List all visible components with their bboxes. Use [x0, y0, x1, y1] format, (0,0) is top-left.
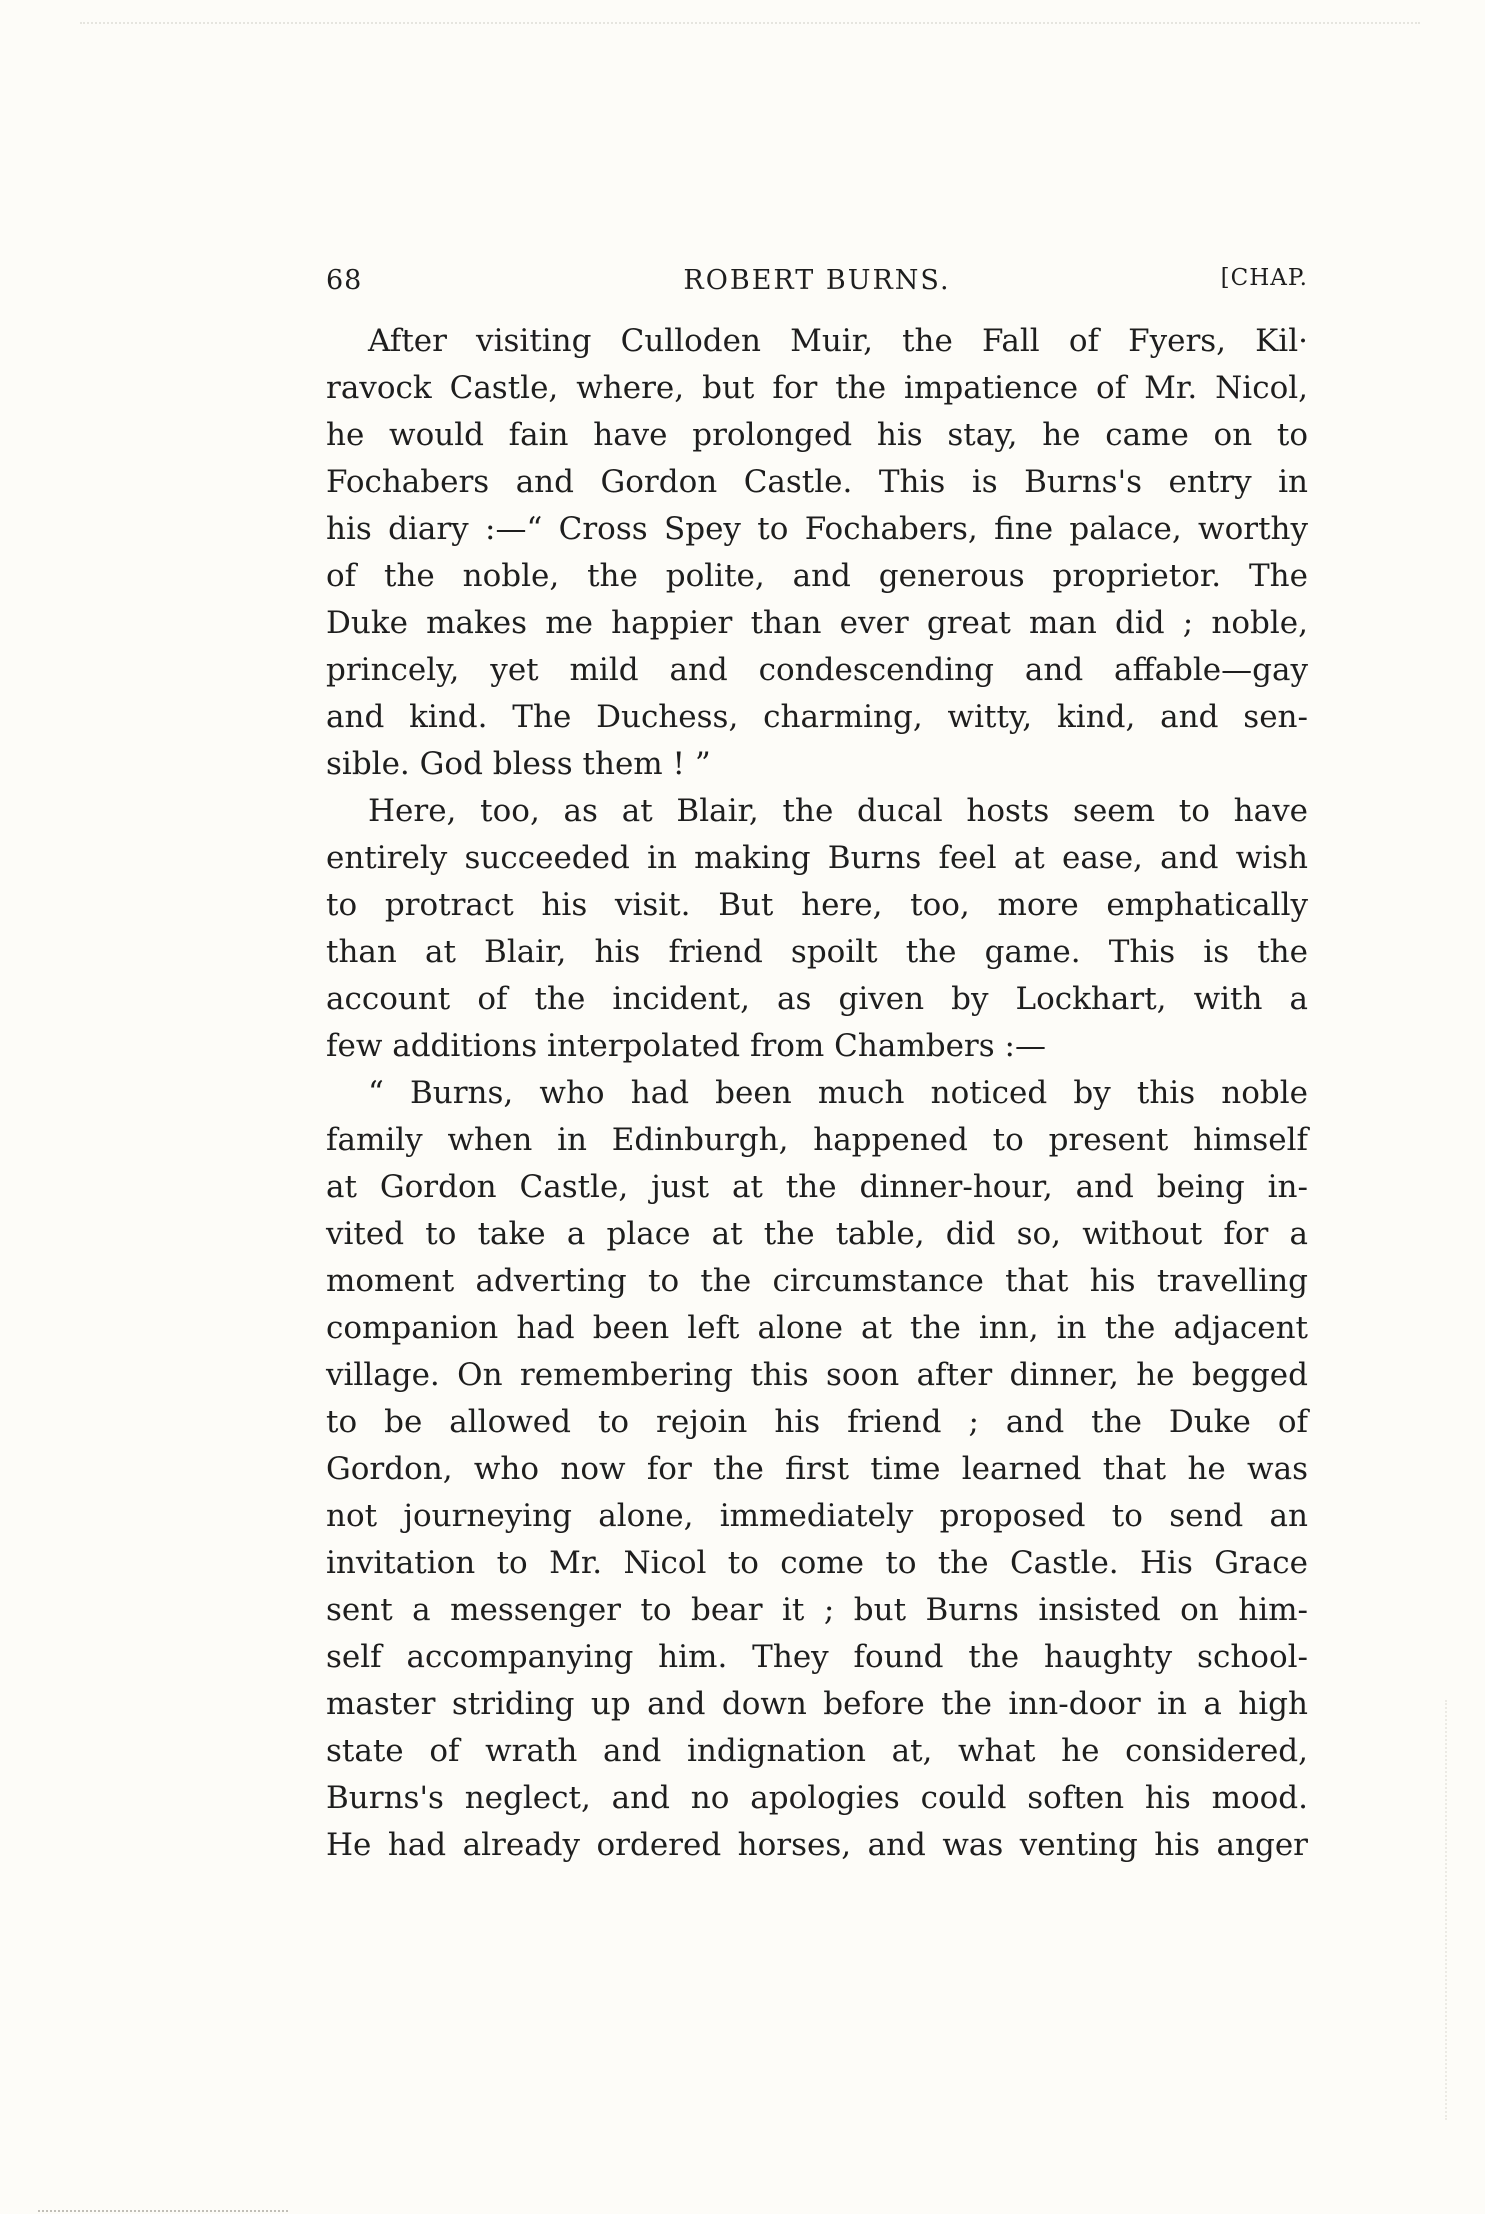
- text-line: invitation to Mr. Nicol to come to the Castle. His Grace: [326, 1545, 1308, 1581]
- text-line: vited to take a place at the table, did so, without for a: [326, 1216, 1308, 1252]
- text-line: Burns's neglect, and no apologies could soften his mood.: [326, 1780, 1308, 1816]
- text-line: After visiting Culloden Muir, the Fall of Fyers, Kil·: [368, 323, 1308, 359]
- text-line: state of wrath and indignation at, what he considered,: [326, 1733, 1308, 1769]
- text-line: self accompanying him. They found the haughty school-: [326, 1639, 1308, 1675]
- text-line: He had already ordered horses, and was venting his anger: [326, 1827, 1308, 1863]
- text-line: Here, too, as at Blair, the ducal hosts seem to have: [368, 793, 1308, 829]
- text-line: family when in Edinburgh, happened to present himself: [326, 1122, 1308, 1158]
- text-line: princely, yet mild and condescending and affable—gay: [326, 652, 1308, 688]
- text-line: he would fain have prolonged his stay, he came on to: [326, 417, 1308, 453]
- text-line: to be allowed to rejoin his friend ; and the Duke of: [326, 1404, 1308, 1440]
- text-line: to protract his visit. But here, too, more emphatically: [326, 887, 1308, 923]
- chapter-mark: [CHAP.: [1220, 265, 1308, 291]
- text-line: Fochabers and Gordon Castle. This is Burns's entry in: [326, 464, 1308, 500]
- text-line: his diary :—“ Cross Spey to Fochabers, fine palace, worthy: [326, 511, 1308, 547]
- scan-noise-right: [1445, 1700, 1447, 2120]
- running-header: [326, 265, 1308, 305]
- text-line: than at Blair, his friend spoilt the game. This is the: [326, 934, 1308, 970]
- text-line: Gordon, who now for the first time learned that he was: [326, 1451, 1308, 1487]
- scan-noise-bottom: [38, 2210, 288, 2212]
- text-line: few additions interpolated from Chambers :—: [326, 1028, 1046, 1064]
- text-line: sent a messenger to bear it ; but Burns insisted on him-: [326, 1592, 1308, 1628]
- text-line: village. On remembering this soon after dinner, he begged: [326, 1357, 1308, 1393]
- scan-noise-top: [80, 22, 1420, 24]
- text-line: entirely succeeded in making Burns feel at ease, and wish: [326, 840, 1308, 876]
- text-line: “ Burns, who had been much noticed by this noble: [368, 1075, 1308, 1111]
- text-line: ravock Castle, where, but for the impatience of Mr. Nicol,: [326, 370, 1308, 406]
- text-line: Duke makes me happier than ever great man did ; noble,: [326, 605, 1308, 641]
- text-line: master striding up and down before the inn-door in a high: [326, 1686, 1308, 1722]
- text-line: sible. God bless them ! ”: [326, 746, 711, 782]
- text-line: of the noble, the polite, and generous proprietor. The: [326, 558, 1308, 594]
- text-line: moment adverting to the circumstance that his travelling: [326, 1263, 1308, 1299]
- text-line: account of the incident, as given by Lockhart, with a: [326, 981, 1308, 1017]
- text-line: at Gordon Castle, just at the dinner-hour, and being in-: [326, 1169, 1308, 1205]
- text-line: not journeying alone, immediately proposed to send an: [326, 1498, 1308, 1534]
- body-text: [326, 318, 1308, 1869]
- text-line: companion had been left alone at the inn, in the adjacent: [326, 1310, 1308, 1346]
- text-line: and kind. The Duchess, charming, witty, kind, and sen-: [326, 699, 1308, 735]
- page-number: 68: [326, 265, 363, 296]
- running-title: ROBERT BURNS.: [683, 265, 951, 296]
